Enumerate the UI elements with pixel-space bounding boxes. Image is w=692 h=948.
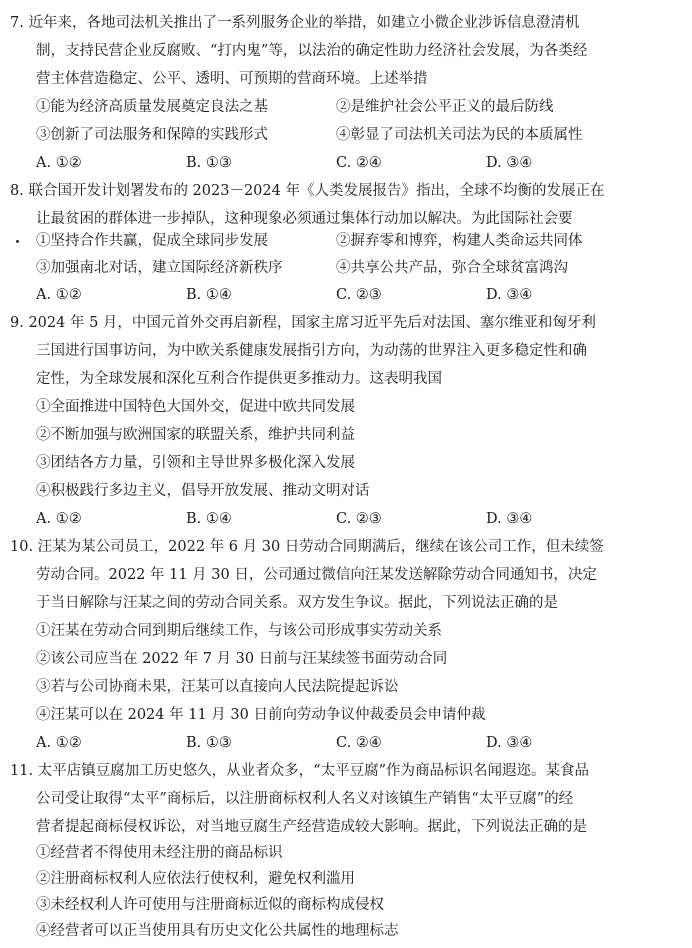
q8-option-2: ②摒弃零和博弈，构建人类命运共同体 bbox=[336, 233, 583, 249]
q7-option-4: ④彰显了司法机关司法为民的本质属性 bbox=[336, 127, 583, 143]
q11-option-4: ④经营者可以正当使用具有历史文化公共属性的地理标志 bbox=[36, 923, 399, 939]
q8-answer-b: B. ①④ bbox=[186, 287, 232, 303]
q11-option-3: ③未经权利人许可使用与注册商标近似的商标构成侵权 bbox=[36, 897, 384, 913]
q8-options-row-1 bbox=[36, 227, 686, 255]
q7-option-1: ①能为经济高质量发展奠定良法之基 bbox=[36, 99, 268, 115]
q8-option-3: ③加强南北对话，建立国际经济新秩序 bbox=[36, 260, 283, 276]
q10-option-2: ②该公司应当在 2022 年 7 月 30 日前与汪某续签书面劳动合同 bbox=[36, 651, 448, 667]
q9-answer-c: C. ②③ bbox=[336, 511, 382, 527]
q9-stem-line-2: 三国进行国事访问，为中欧关系健康发展指引方向，为动荡的世界注入更多稳定性和确 bbox=[36, 343, 587, 359]
q7-option-3: ③创新了司法服务和保障的实践形式 bbox=[36, 127, 268, 143]
q8-answer-a: A. ①② bbox=[36, 287, 82, 303]
q10-answer-a: A. ①② bbox=[36, 735, 82, 751]
q8-option-1: ①坚持合作共赢，促成全球同步发展 bbox=[36, 233, 268, 249]
q9-option-3: ③团结各方力量，引领和主导世界多极化深入发展 bbox=[36, 455, 355, 471]
q9-stem-line-3: 定性，为全球发展和深化互利合作提供更多推动力。这表明我国 bbox=[36, 371, 442, 387]
q11-option-1: ①经营者不得使用未经注册的商品标识 bbox=[36, 845, 283, 861]
q7-option-2: ②是维护社会公平正义的最后防线 bbox=[336, 99, 554, 115]
q7-answer-b: B. ①③ bbox=[186, 155, 232, 171]
q10-option-1: ①汪某在劳动合同到期后继续工作，与该公司形成事实劳动关系 bbox=[36, 623, 442, 639]
q8-stem-line-1: 8. 联合国开发计划署发布的 2023－2024 年《人类发展报告》指出，全球不均衡的发展正在 bbox=[10, 183, 605, 199]
scan-dot-mark bbox=[16, 240, 19, 243]
q7-stem-line-3: 营主体营造稳定、公平、透明、可预期的营商环境。上述举措 bbox=[36, 71, 428, 87]
q7-answer-a: A. ①② bbox=[36, 155, 82, 171]
q9-answer-b: B. ①④ bbox=[186, 511, 232, 527]
q8-option-4: ④共享公共产品，弥合全球贫富鸿沟 bbox=[336, 260, 568, 276]
q9-stem-line-1: 9. 2024 年 5 月，中国元首外交再启新程，国家主席习近平先后对法国、塞尔维亚和匈牙利 bbox=[10, 315, 596, 331]
q7-options-row-1 bbox=[36, 93, 686, 121]
q9-answer-d: D. ③④ bbox=[486, 511, 533, 527]
q7-options-row-2 bbox=[36, 121, 686, 149]
q10-stem-line-2: 劳动合同。2022 年 11 月 30 日，公司通过微信向汪某发送解除劳动合同通知书，决定 bbox=[36, 567, 597, 583]
q10-answers bbox=[36, 729, 686, 757]
q9-option-1: ①全面推进中国特色大国外交，促进中欧共同发展 bbox=[36, 399, 355, 415]
q9-answer-a: A. ①② bbox=[36, 511, 82, 527]
q9-option-2: ②不断加强与欧洲国家的联盟关系，维护共同利益 bbox=[36, 427, 355, 443]
q11-stem-line-3: 营者提起商标侵权诉讼，对当地豆腐生产经营造成较大影响。据此，下列说法正确的是 bbox=[36, 819, 587, 835]
q10-stem-line-3: 于当日解除与汪某之间的劳动合同关系。双方发生争议。据此，下列说法正确的是 bbox=[36, 595, 558, 611]
q10-option-3: ③若与公司协商未果，汪某可以直接向人民法院提起诉讼 bbox=[36, 679, 399, 695]
q11-option-2: ②注册商标权利人应依法行使权利，避免权利滥用 bbox=[36, 871, 355, 887]
q9-option-4: ④积极践行多边主义，倡导开放发展、推动文明对话 bbox=[36, 483, 370, 499]
q7-stem-line-1: 7. 近年来，各地司法机关推出了一系列服务企业的举措，如建立小微企业涉诉信息澄清机 bbox=[10, 15, 580, 31]
q7-answer-c: C. ②④ bbox=[336, 155, 382, 171]
q11-stem-line-2: 公司受让取得“太平”商标后，以注册商标权利人名义对该镇生产销售“太平豆腐”的经 bbox=[36, 791, 574, 807]
q8-answer-c: C. ②③ bbox=[336, 287, 382, 303]
q10-option-4: ④汪某可以在 2024 年 11 月 30 日前向劳动争议仲裁委员会申请仲裁 bbox=[36, 707, 486, 723]
q10-answer-d: D. ③④ bbox=[486, 735, 533, 751]
q10-stem-line-1: 10. 汪某为某公司员工，2022 年 6 月 30 日劳动合同期满后，继续在该公司工作，但未续签 bbox=[10, 539, 604, 555]
q9-answers bbox=[36, 505, 686, 533]
q8-answer-d: D. ③④ bbox=[486, 287, 533, 303]
q8-stem-line-2: 让最贫困的群体进一步掉队，这种现象必须通过集体行动加以解决。为此国际社会要 bbox=[36, 211, 573, 227]
q8-answers bbox=[36, 281, 686, 309]
q7-answers bbox=[36, 149, 686, 177]
q11-stem-line-1: 11. 太平店镇豆腐加工历史悠久，从业者众多，“太平豆腐”作为商品标识名闻遐迩。某食品 bbox=[10, 763, 589, 779]
q8-options-row-2 bbox=[36, 254, 686, 282]
q7-stem-line-2: 制，支持民营企业反腐败、“打内鬼”等，以法治的确定性助力经济社会发展，为各类经 bbox=[36, 43, 588, 59]
q10-answer-b: B. ①③ bbox=[186, 735, 232, 751]
q10-answer-c: C. ②④ bbox=[336, 735, 382, 751]
q7-answer-d: D. ③④ bbox=[486, 155, 533, 171]
